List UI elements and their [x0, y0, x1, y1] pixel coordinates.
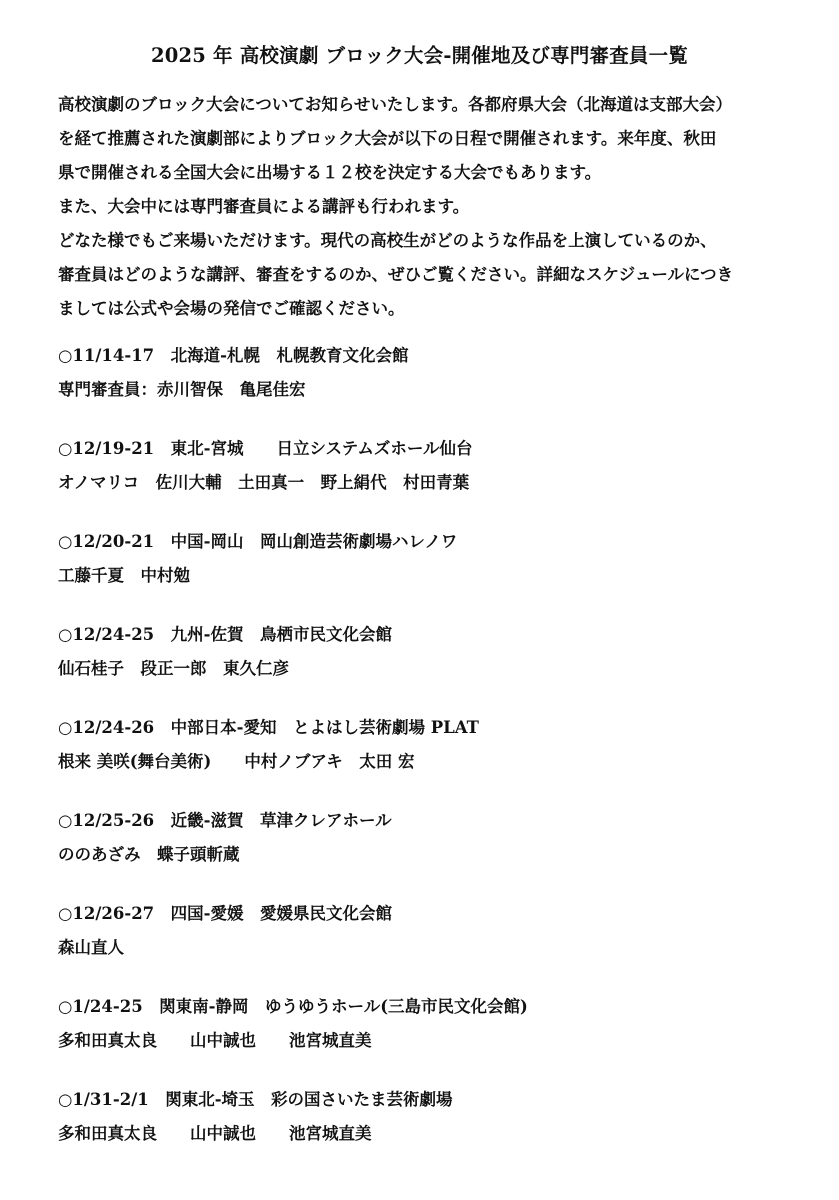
event-judges: 多和田真太良 山中誠也 池宮城直美 [58, 1031, 372, 1050]
event-judges: 根来 美咲(舞台美術) 中村ノブアキ 太田 宏 [58, 752, 415, 771]
event-judges: 専門審査員：赤川智保 亀尾佳宏 [58, 380, 306, 399]
event-entry-saga [58, 618, 818, 711]
event-judges: 多和田真太良 山中誠也 池宮城直美 [58, 1124, 372, 1143]
event-schedule: ○12/24-25 九州-佐賀 鳥栖市民文化会館 [58, 625, 393, 644]
event-schedule: ○12/24-26 中部日本-愛知 とよはし芸術劇場 PLAT [58, 718, 479, 737]
event-schedule: ○12/25-26 近畿-滋賀 草津クレアホール [58, 811, 392, 830]
event-judges: オノマリコ 佐川大輔 土田真一 野上絹代 村田青葉 [58, 473, 470, 492]
intro-line: 高校演劇のブロック大会についてお知らせいたします。各都府県大会（北海道は支部大会） [58, 95, 733, 114]
intro-line: 審査員はどのような講評、審査をするのか、ぜひご覧ください。詳細なスケジュールにつき [58, 265, 734, 284]
event-schedule: ○1/31-2/1 関東北-埼玉 彩の国さいたま芸術劇場 [58, 1090, 453, 1109]
event-schedule: ○12/26-27 四国-愛媛 愛媛県民文化会館 [58, 904, 393, 923]
event-judges: 仙石桂子 段正一郎 東久仁彦 [58, 659, 289, 678]
intro-line: を経て推薦された演劇部によりブロック大会が以下の日程で開催されます。来年度、秋田 [58, 129, 717, 148]
event-entry-sapporo [58, 339, 818, 432]
event-judges: ののあざみ 蝶子頭斬蔵 [58, 845, 240, 864]
event-list [58, 339, 818, 1176]
event-entry-shizuoka [58, 990, 818, 1083]
event-entry-ehime [58, 897, 818, 990]
intro-line: どなた様でもご来場いただけます。現代の高校生がどのような作品を上演しているのか、 [58, 231, 717, 250]
event-entry-aichi [58, 711, 818, 804]
event-entry-okayama [58, 525, 818, 618]
event-schedule: ○1/24-25 関東南-静岡 ゆうゆうホール(三島市民文化会館) [58, 997, 528, 1016]
intro-paragraph [58, 88, 818, 326]
intro-line: また、大会中には専門審査員による講評も行われます。 [58, 197, 470, 216]
intro-line: 県で開催される全国大会に出場する１２校を決定する大会でもあります。 [58, 163, 602, 182]
event-judges: 森山直人 [58, 938, 124, 957]
event-entry-saitama [58, 1083, 818, 1176]
event-schedule: ○11/14-17 北海道-札幌 札幌教育文化会館 [58, 346, 409, 365]
event-judges: 工藤千夏 中村勉 [58, 566, 190, 585]
event-schedule: ○12/20-21 中国-岡山 岡山創造芸術劇場ハレノワ [58, 532, 458, 551]
page-title: 2025 年 高校演劇 ブロック大会-開催地及び専門審査員一覧 [150, 44, 689, 67]
event-schedule: ○12/19-21 東北-宮城 日立システムズホール仙台 [58, 439, 473, 458]
event-entry-miyagi [58, 432, 818, 525]
event-entry-shiga [58, 804, 818, 897]
intro-line: ましては公式や会場の発信でご確認ください。 [58, 299, 405, 318]
